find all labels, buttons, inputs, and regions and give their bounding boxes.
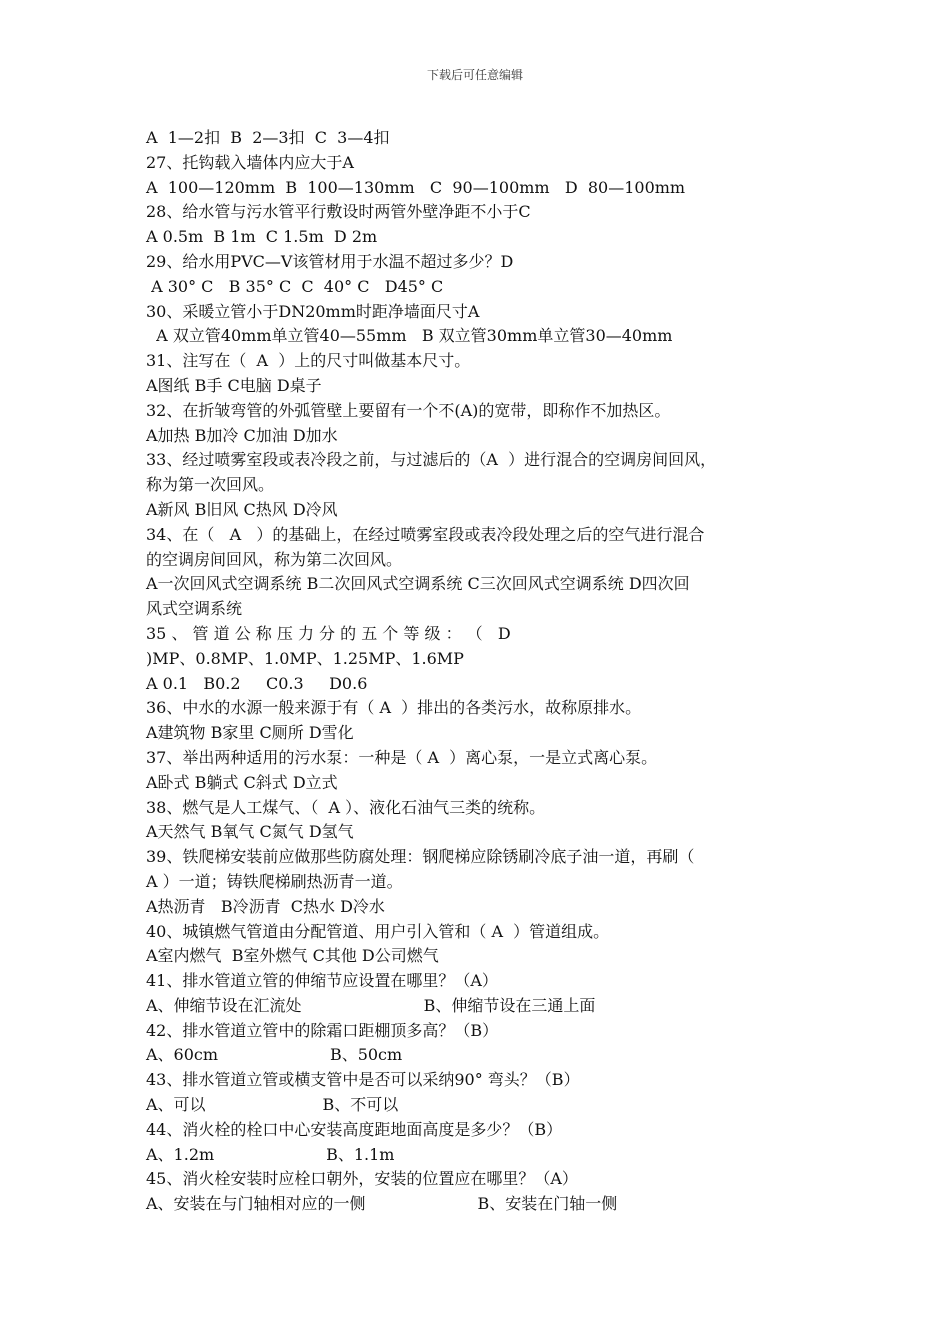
options-29: A 30° C B 35° C C 40° C D45° C: [146, 276, 444, 296]
options-43: A、可以 B、不可以: [146, 1095, 399, 1115]
question-43: 43、排水管道立管或横支管中是否可以采纳90° 弯头？（B）: [146, 1070, 580, 1090]
page-header: 下载后可任意编辑: [426, 68, 523, 82]
question-30: 30、采暖立管小于DN20mm时距净墙面尺寸A: [146, 301, 480, 321]
options-37: A卧式 B躺式 C斜式 D立式: [146, 772, 338, 792]
options-34: A一次回风式空调系统 B二次回风式空调系统 C三次回风式空调系统 D四次回: [146, 574, 690, 594]
options-42: A、60cm B、50cm: [146, 1045, 403, 1065]
options-33: A新风 B旧风 C热风 D冷风: [146, 499, 338, 519]
question-42: 42、排水管道立管中的除霜口距棚顶多高？（B）: [146, 1020, 499, 1040]
question-35-cont: )MP、0.8MP、1.0MP、1.25MP、1.6MP: [146, 648, 464, 668]
question-35: 35 、 管 道 公 称 压 力 分 的 五 个 等 级 ： （ D: [146, 623, 511, 643]
text-line: A 1—2扣 B 2—3扣 C 3—4扣: [146, 128, 390, 147]
question-32: 32、在折皱弯管的外弧管壁上要留有一个不(A)的宽带，即称作不加热区。: [146, 400, 671, 420]
options-44: A、1.2m B、1.1m: [146, 1144, 395, 1164]
question-36: 36、中水的水源一般来源于有（ A ）排出的各类污水，故称原排水。: [146, 698, 642, 718]
options-34-cont: 风式空调系统: [146, 599, 243, 619]
options-32: A加热 B加冷 C加油 D加水: [146, 425, 338, 445]
question-31: 31、注写在（ A ）上的尺寸叫做基本尺寸。: [146, 351, 471, 371]
options-30: A 双立管40mm单立管40—55mm B 双立管30mm单立管30—40mm: [146, 326, 673, 346]
question-29: 29、给水用PVC—V该管材用于水温不超过多少？D: [146, 251, 514, 271]
options-45: A、安装在与门轴相对应的一侧 B、安装在门轴一侧: [146, 1194, 618, 1214]
question-40: 40、城镇燃气管道由分配管道、用户引入管和（ A ）管道组成。: [146, 921, 610, 941]
question-44: 44、消火栓的栓口中心安装高度距地面高度是多少？（B）: [146, 1119, 563, 1139]
options-27: A 100—120mm B 100—130mm C 90—100mm D 80—100mm: [146, 177, 686, 197]
options-35: A 0.1 B0.2 C0.3 D0.6: [146, 673, 368, 693]
question-28: 28、给水管与污水管平行敷设时两管外壁净距不小于C: [146, 202, 531, 222]
options-36: A建筑物 B家里 C厕所 D雪化: [146, 723, 354, 743]
options-28: A 0.5m B 1m C 1.5m D 2m: [146, 227, 378, 247]
question-39: 39、铁爬梯安装前应做那些防腐处理：钢爬梯应除锈刷冷底子油一道，再刷（: [146, 847, 695, 867]
options-41: A、伸缩节设在汇流处 B、伸缩节设在三通上面: [146, 995, 596, 1015]
options-40: A室内燃气 B室外燃气 C其他 D公司燃气: [146, 946, 439, 966]
question-34: 34、在（ A ）的基础上，在经过喷雾室段或表冷段处理之后的空气进行混合: [146, 524, 705, 544]
question-27: 27、托钩载入墙体内应大于A: [146, 152, 354, 172]
question-33-cont: 称为第一次回风。: [146, 475, 275, 495]
question-39-cont: A ）一道；铸铁爬梯刷热沥青一道。: [146, 871, 403, 891]
options-38: A天然气 B氧气 C氮气 D氢气: [146, 822, 354, 842]
options-39: A热沥青 B冷沥青 C热水 D冷水: [146, 896, 385, 916]
options-31: A图纸 B手 C电脑 D桌子: [146, 375, 322, 395]
question-38: 38、燃气是人工煤气、（ A ）、液化石油气三类的统称。: [146, 797, 546, 817]
document-body: [146, 126, 810, 1217]
question-45: 45、消火栓安装时应栓口朝外，安装的位置应在哪里？（A）: [146, 1169, 578, 1189]
question-33: 33、经过喷雾室段或表冷段之前，与过滤后的（A ）进行混合的空调房间回风，: [146, 450, 717, 470]
question-34-cont: 的空调房间回风，称为第二次回风。: [146, 549, 403, 569]
question-37: 37、举出两种适用的污水泵：一种是（ A ）离心泵，一是立式离心泵。: [146, 747, 658, 767]
question-41: 41、排水管道立管的伸缩节应设置在哪里？（A）: [146, 971, 498, 991]
